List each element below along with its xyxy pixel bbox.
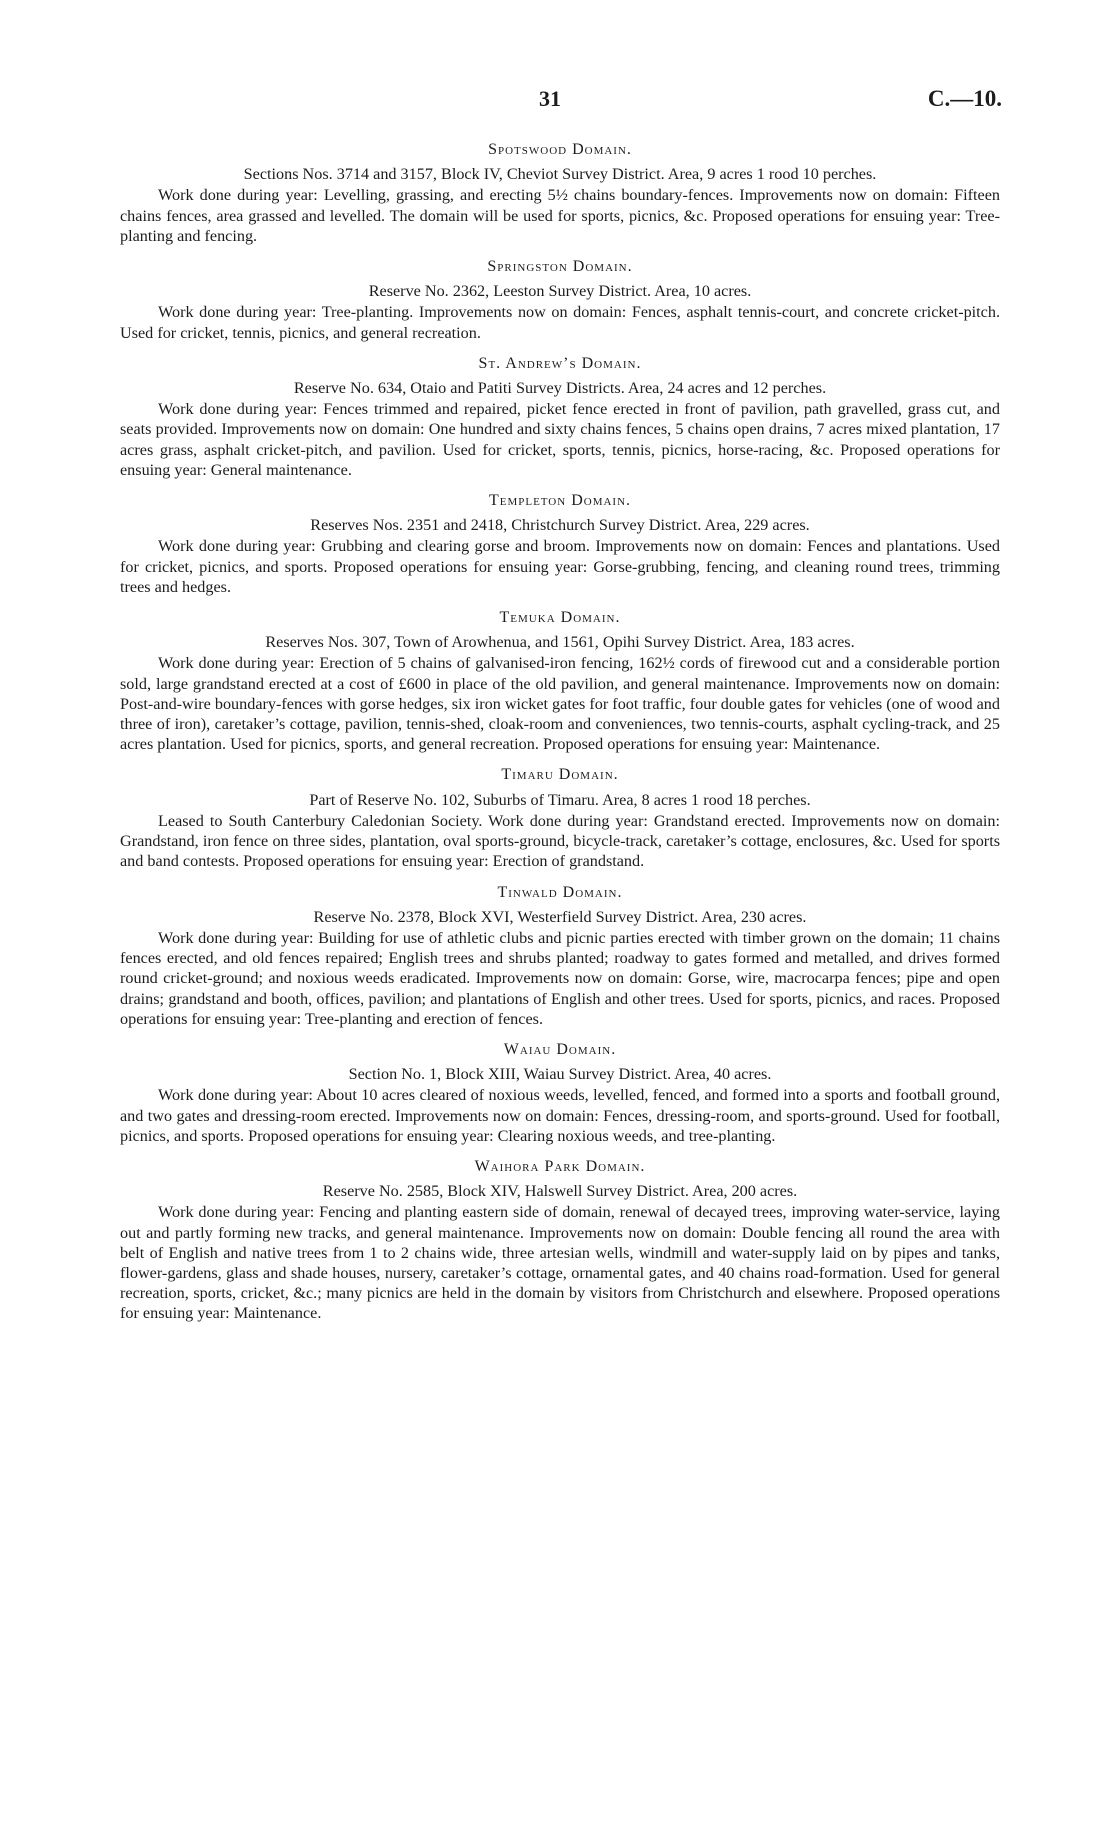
domain-section-templeton xyxy=(120,491,1000,597)
domain-section-spotswood xyxy=(120,140,1000,246)
domain-section-springston xyxy=(120,257,1000,343)
domain-title: Tinwald Domain. xyxy=(497,883,623,901)
domain-location: Reserves Nos. 307, Town of Arowhenua, and 1561, Opihi Survey District. Area, 183 acres. xyxy=(265,633,855,652)
page-header xyxy=(0,86,1114,116)
domain-location: Part of Reserve No. 102, Suburbs of Timaru. Area, 8 acres 1 rood 18 perches. xyxy=(309,790,811,809)
domain-title: Waihora Park Domain. xyxy=(474,1157,646,1175)
domain-description: Work done during year: About 10 acres cleared of noxious weeds, levelled, fenced, and formed into a sports and football ground, and two gates and dressing-room erected. Improvements now on domain: Fences, dressing-room, and sports-ground. Used for football, picnics, and sports. Proposed operations for ensuing year: Clearing noxious weeds, and tree-planting. xyxy=(120,1086,1000,1145)
domain-title: Springston Domain. xyxy=(487,258,633,276)
domain-description: Work done during year: Erection of 5 chains of galvanised-iron fencing, 162½ cords of firewood cut and a considerable portion sold, large grandstand erected at a cost of £600 in place of the old pavilion, and general maintenance. Improvements now on domain: Post-and-wire boundary-fences with gorse hedges, six iron wicket gates for foot traffic, four double gates for vehicles (one of wood and three of iron), caretaker’s cottage, pavilion, tennis-shed, cloak-room and conveniences, two tennis-courts, asphalt cycling-track, and 25 acres plantation. Used for picnics, sports, and general recreation. Proposed operations for ensuing year: Maintenance. xyxy=(120,654,1000,754)
domain-section-waihora-park xyxy=(120,1157,1000,1324)
domain-location: Reserve No. 2378, Block XVI, Westerfield Survey District. Area, 230 acres. xyxy=(313,907,807,926)
domain-location: Reserve No. 634, Otaio and Patiti Survey Districts. Area, 24 acres and 12 perches. xyxy=(293,379,827,398)
domain-title: Temuka Domain. xyxy=(499,609,621,627)
report-body xyxy=(120,140,1000,1335)
domain-title: St. Andrew’s Domain. xyxy=(478,354,642,372)
domain-description: Work done during year: Levelling, grassing, and erecting 5½ chains boundary-fences. Improvements now on domain: Fifteen chains fences, area grassed and levelled. The domain will be used for sports, picnics, &c. Proposed operations for ensuing year: Tree-planting and fencing. xyxy=(120,186,1000,245)
page-number: 31 xyxy=(539,86,561,111)
domain-title: Waiau Domain. xyxy=(503,1040,617,1058)
domain-description: Leased to South Canterbury Caledonian Society. Work done during year: Grandstand erected. Improvements now on domain: Grandstand, iron fence on three sides, plantation, oval sports-ground, bicycle-track, caretaker’s cottage, enclosures, &c. Used for sports and band contests. Proposed operations for ensuing year: Erection of grandstand. xyxy=(120,811,1000,871)
domain-location: Reserve No. 2362, Leeston Survey District. Area, 10 acres. xyxy=(368,282,752,301)
domain-description: Work done during year: Grubbing and clearing gorse and broom. Improvements now on domain: Fences and plantations. Used for cricket, picnics, and sports. Proposed operations for ensuing year: Gorse-grubbing, fencing, and cleaning round trees, trimming trees and hedges. xyxy=(120,537,1000,596)
domain-section-temuka xyxy=(120,608,1000,754)
domain-section-timaru xyxy=(120,765,1000,871)
domain-location: Section No. 1, Block XIII, Waiau Survey District. Area, 40 acres. xyxy=(348,1065,772,1084)
domain-title: Timaru Domain. xyxy=(501,766,619,784)
domain-location: Reserves Nos. 2351 and 2418, Christchurch Survey District. Area, 229 acres. xyxy=(310,516,810,535)
domain-description: Work done during year: Fencing and planting eastern side of domain, renewal of decayed trees, improving water-service, laying out and partly forming new tracks, and general maintenance. Improvements now on domain: Double fencing all round the area with belt of English and native trees from 1 to 2 chains wide, three artesian wells, windmill and water-supply laid on by pipes and tanks, flower-gardens, glass and shade houses, nursery, caretaker’s cottage, ornamental gates, and 40 chains road-formation. Used for general recreation, sports, cricket, &c.; many picnics are held in the domain by visitors from Christchurch and elsewhere. Proposed operations for ensuing year: Maintenance. xyxy=(120,1203,1000,1323)
domain-section-waiau xyxy=(120,1040,1000,1146)
domain-title: Spotswood Domain. xyxy=(488,141,632,158)
domain-title: Templeton Domain. xyxy=(488,492,632,510)
domain-location: Sections Nos. 3714 and 3157, Block IV, Cheviot Survey District. Area, 9 acres 1 rood 10 perches. xyxy=(243,165,877,184)
domain-section-st-andrews xyxy=(120,354,1000,480)
domain-section-tinwald xyxy=(120,883,1000,1029)
domain-description: Work done during year: Building for use of athletic clubs and picnic parties erected with timber grown on the domain; 11 chains fences erected, and old fences repaired; English trees and shrubs planted; roadway to gates formed and metalled, and drives formed round cricket-ground; and noxious weeds eradicated. Improvements now on domain: Gorse, wire, macrocarpa fences; pipe and open drains; grandstand and booth, offices, pavilion; and plantations of English and other trees. Used for sports, picnics, and races. Proposed operations for ensuing year: Tree-planting and erection of fences. xyxy=(120,928,1000,1028)
domain-description: Work done during year: Fences trimmed and repaired, picket fence erected in front of pavilion, path gravelled, grass cut, and seats provided. Improvements now on domain: One hundred and sixty chains fences, 5 chains open drains, 7 acres mixed plantation, 17 acres grass, asphalt cricket-pitch, and pavilion. Used for cricket, sports, tennis, picnics, horse-racing, &c. Proposed operations for ensuing year: General maintenance. xyxy=(120,400,1000,479)
domain-location: Reserve No. 2585, Block XIV, Halswell Survey District. Area, 200 acres. xyxy=(322,1182,798,1201)
document-reference: C.—10. xyxy=(927,86,1002,111)
domain-description: Work done during year: Tree-planting. Improvements now on domain: Fences, asphalt tennis-court, and concrete cricket-pitch. Used for cricket, tennis, picnics, and general recreation. xyxy=(120,303,1000,342)
